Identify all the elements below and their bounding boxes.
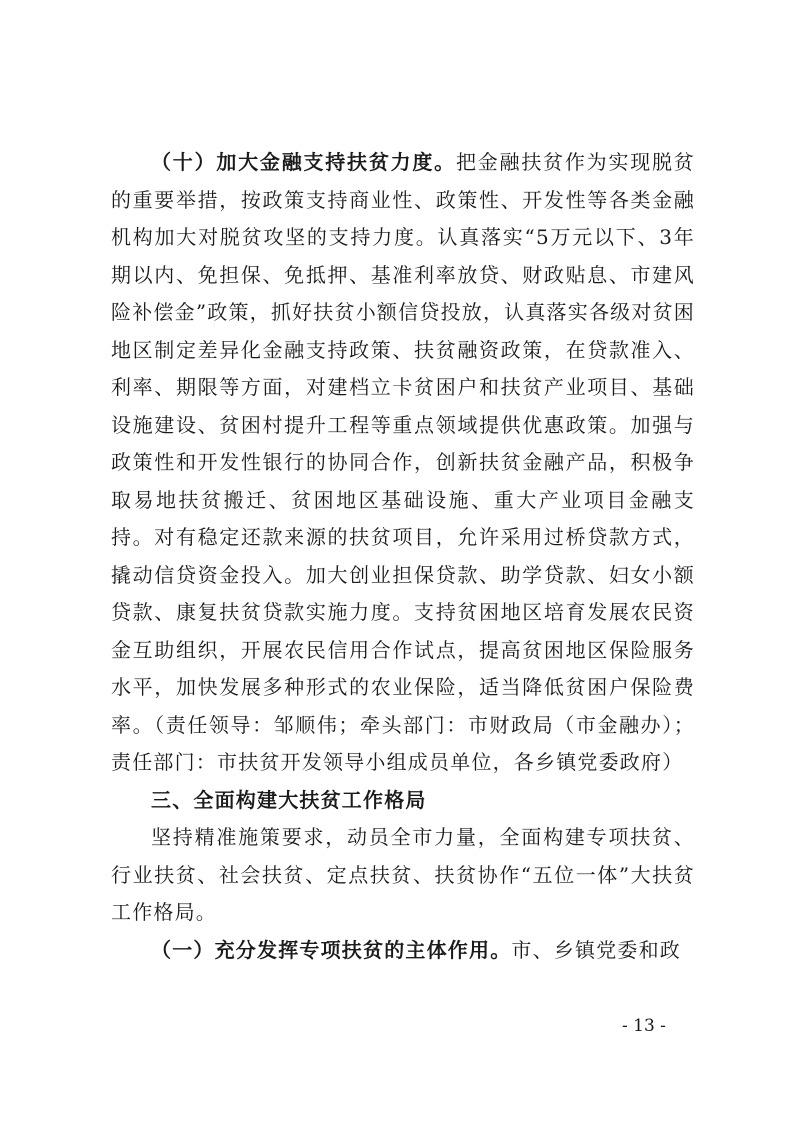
paragraph-financial-support (111, 144, 695, 782)
section-intro-paragraph: 坚持精准施策要求，动员全市力量，全面构建专项扶贫、行业扶贫、社会扶贫、定点扶贫、扶贫协作“五位一体”大扶贫工作格局。 (111, 825, 695, 924)
paragraph-lead-heading: （十）加大金融支持扶贫力度。 (151, 150, 456, 174)
paragraph-body-text: 把金融扶贫作为实现脱贫的重要举措，按政策支持商业性、政策性、开发性等各类金融机构加大对脱贫攻坚的支持力度。认真落实“5万元以下、3年期以内、免担保、免抵押、基准利率放贷、财政贴息、市建风险补偿金”政策，抓好扶贫小额信贷投放，认真落实各级对贫困地区制定差异化金融支持政策、扶贫融资政策，在贷款准入、利率、期限等方面，对建档立卡贫困户和扶贫产业项目、基础设施建设、贫困村提升工程等重点领域提供优惠政策。加强与政策性和开发性银行的协同合作，创新扶贫金融产品，积极争取易地扶贫搬迁、贫困地区基础设施、重大产业项目金融支持。对有稳定还款来源的扶贫项目，允许采用过桥贷款方式，撬动信贷资金投入。加大创业担保贷款、助学贷款、妇女小额贷款、康复扶贫贷款实施力度。支持贫困地区培育发展农民资金互助组织，开展农民信用合作试点，提高贫困地区保险服务水平，加快发展多种形式的农业保险，适当降低贫困户保险费率。（责任领导：邹顺伟；牵头部门：市财政局（市金融办）；责任部门：市扶贫开发领导小组成员单位，各乡镇党委政府） (111, 150, 695, 774)
paragraph-body-text: 市、乡镇党委和政 (511, 937, 682, 962)
section-heading: 三、全面构建大扶贫工作格局 (151, 787, 427, 812)
document-body (111, 144, 695, 969)
paragraph-special-poverty-alleviation (111, 932, 695, 970)
paragraph-lead-heading: （一）充分发挥专项扶贫的主体作用。 (151, 937, 512, 962)
page-number: - 13 - (622, 1016, 666, 1036)
